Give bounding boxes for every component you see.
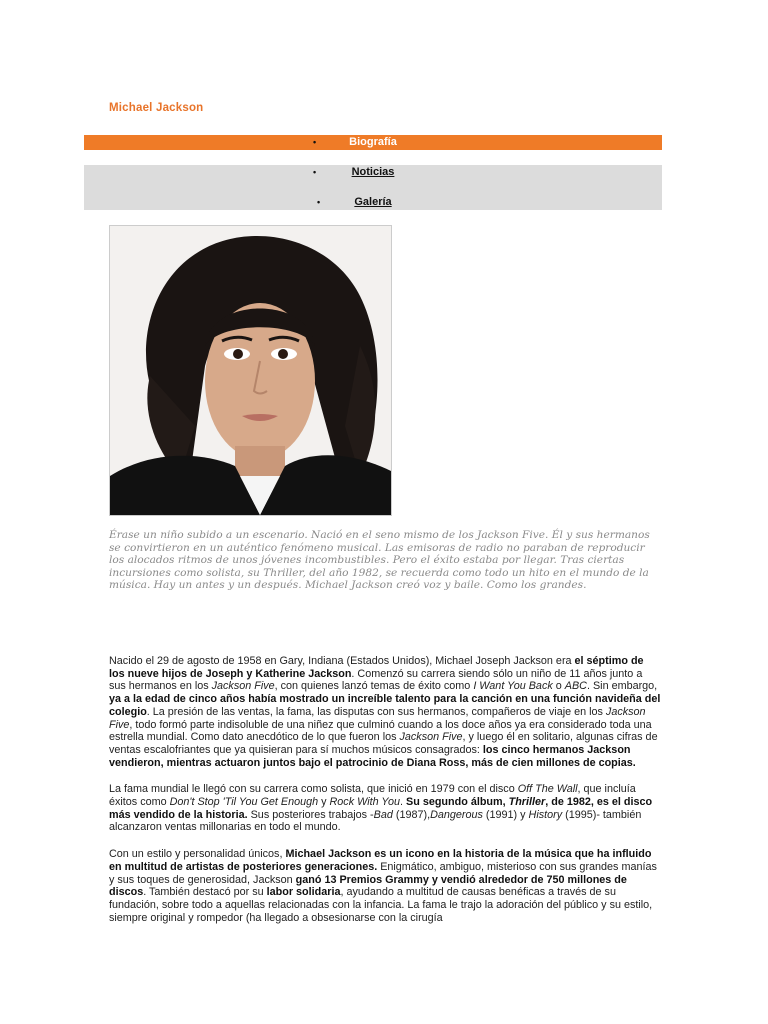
text-italic: Jackson Five: [399, 731, 463, 744]
text-segment: (1991) y: [482, 808, 529, 821]
text-bold: Su segundo álbum,: [406, 796, 509, 809]
text-italic: ABC: [564, 680, 587, 693]
text-bold: labor solidaria: [266, 886, 341, 899]
text-segment: . Sin embargo,: [586, 680, 658, 693]
text-segment: , con quienes lanzó temas de éxito como: [274, 680, 474, 693]
text-segment: Nacido el 29 de agosto de 1958 en Gary, Indiana (Estados Unidos), Michael Joseph Jackson era: [109, 655, 575, 667]
article-paragraph-3: [109, 848, 661, 924]
portrait-photo-icon: [110, 226, 391, 515]
text-segment: Enigmático, ambiguo, misterioso con sus grandes manías y sus toques de generosidad, Jackson: [109, 860, 657, 886]
nav-label-biografia: Biografía: [349, 136, 397, 148]
text-italic: History: [528, 808, 563, 821]
text-italic: Jackson Five: [109, 705, 646, 731]
main-nav: [84, 135, 662, 210]
text-italic: Rock With You: [329, 796, 401, 809]
text-italic: I Want You Back: [473, 680, 553, 693]
text-segment: , todo formó parte indisoluble de una niñez que culminó cuando a los doce años ya era considerado toda una estrella mundial. Como dato anecdótico de lo que fueron los: [109, 718, 652, 744]
nav-item-galeria[interactable]: [84, 195, 662, 210]
text-segment: , ayudando a multitud de causas benéficas a través de su fundación, sobre todo a aquellas relacionadas con la infancia. La fama le trajo la adoración del público y su estilo, siempre original y rompedor (ha llegado a obsesionarse con la cirugía: [109, 886, 653, 924]
article-body: [109, 655, 661, 938]
text-segment: . También destacó por su: [143, 886, 267, 899]
text-bold: Michael Jackson es un icono en la historia de la música que ha influido en multitud de artistas de posteriores generaciones.: [109, 848, 652, 873]
text-italic: Bad: [373, 808, 393, 821]
nav-label-galeria: Galería: [354, 196, 392, 208]
text-segment: Con un estilo y personalidad únicos,: [109, 848, 286, 861]
text-italic: Dangerous: [430, 808, 483, 821]
text-bold: ganó 13 Premios Grammy y vendió alrededor de 750 millones de discos: [109, 873, 627, 899]
text-segment: , y luego él en solitario, algunas cifras de ventas escalofriantes que ya quisieran para sí muchos músicos consagrados:: [109, 731, 658, 756]
text-segment: . La presión de las ventas, la fama, las disputas con sus hermanos, compañeros de viaje en los: [146, 705, 606, 718]
text-segment: Sus posteriores trabajos -: [247, 808, 374, 821]
nav-item-noticias[interactable]: [84, 165, 662, 180]
text-segment: o: [552, 680, 565, 693]
text-segment: .: [400, 796, 407, 809]
text-segment: . Comenzó su carrera siendo sólo un niño de 11 años junto a sus hermanos en los: [109, 667, 643, 693]
bullet-icon: •: [313, 167, 317, 177]
text-italic: Don't Stop 'Til You Get Enough: [169, 796, 319, 809]
nav-item-biografia[interactable]: [84, 135, 662, 150]
nav-label-noticias: Noticias: [351, 166, 395, 178]
article-paragraph-2: [109, 783, 661, 834]
text-bold-italic: Thriller: [508, 796, 546, 809]
text-bold: , de 1982, es el disco más vendido de la historia.: [109, 796, 653, 821]
portrait-photo: [109, 225, 392, 516]
text-segment: , que incluía éxitos como: [109, 783, 636, 809]
text-segment: La fama mundial le llegó con su carrera como solista, que inició en 1979 con el disco: [109, 783, 518, 796]
text-segment: y: [318, 796, 330, 809]
text-segment: (1995)- también alcanzaron ventas millonarias en todo el mundo.: [109, 808, 642, 834]
nav-inactive-group: [84, 165, 662, 210]
text-bold: el séptimo de los nueve hijos de Joseph y Katherine Jackson: [109, 655, 644, 680]
text-bold: ya a la edad de cinco años había mostrado un increíble talento para la canción en una función navideña del colegio: [109, 693, 661, 718]
site-title: Michael Jackson: [109, 102, 204, 114]
article-paragraph-1: [109, 655, 661, 769]
bullet-icon: •: [317, 197, 321, 207]
text-italic: Off The Wall: [517, 783, 578, 796]
text-segment: (1987),: [392, 808, 431, 821]
text-bold: los cinco hermanos Jackson vendieron, mientras actuaron juntos bajo el patrocinio de Diana Ross, más de cien millones de copias.: [109, 743, 636, 769]
intro-quote: Érase un niño subido a un escenario. Nació en el seno mismo de los Jackson Five. Él y sus hermanos se convirtieron en un auténtico fenómeno musical. Las emisoras de radio no paraban de reproducir los alocados ritmos de unos jóvenes incombustibles. Pero el éxito estaba por llegar. Tras ciertas incursiones como solista, su Thriller, del año 1982, se recuerda como todo un hito en el mundo de la música. Hay un antes y un después. Michael Jackson creó voz y baile. Como los grandes.: [109, 529, 650, 592]
bullet-icon: •: [313, 137, 317, 147]
text-italic: Jackson Five: [211, 680, 275, 693]
